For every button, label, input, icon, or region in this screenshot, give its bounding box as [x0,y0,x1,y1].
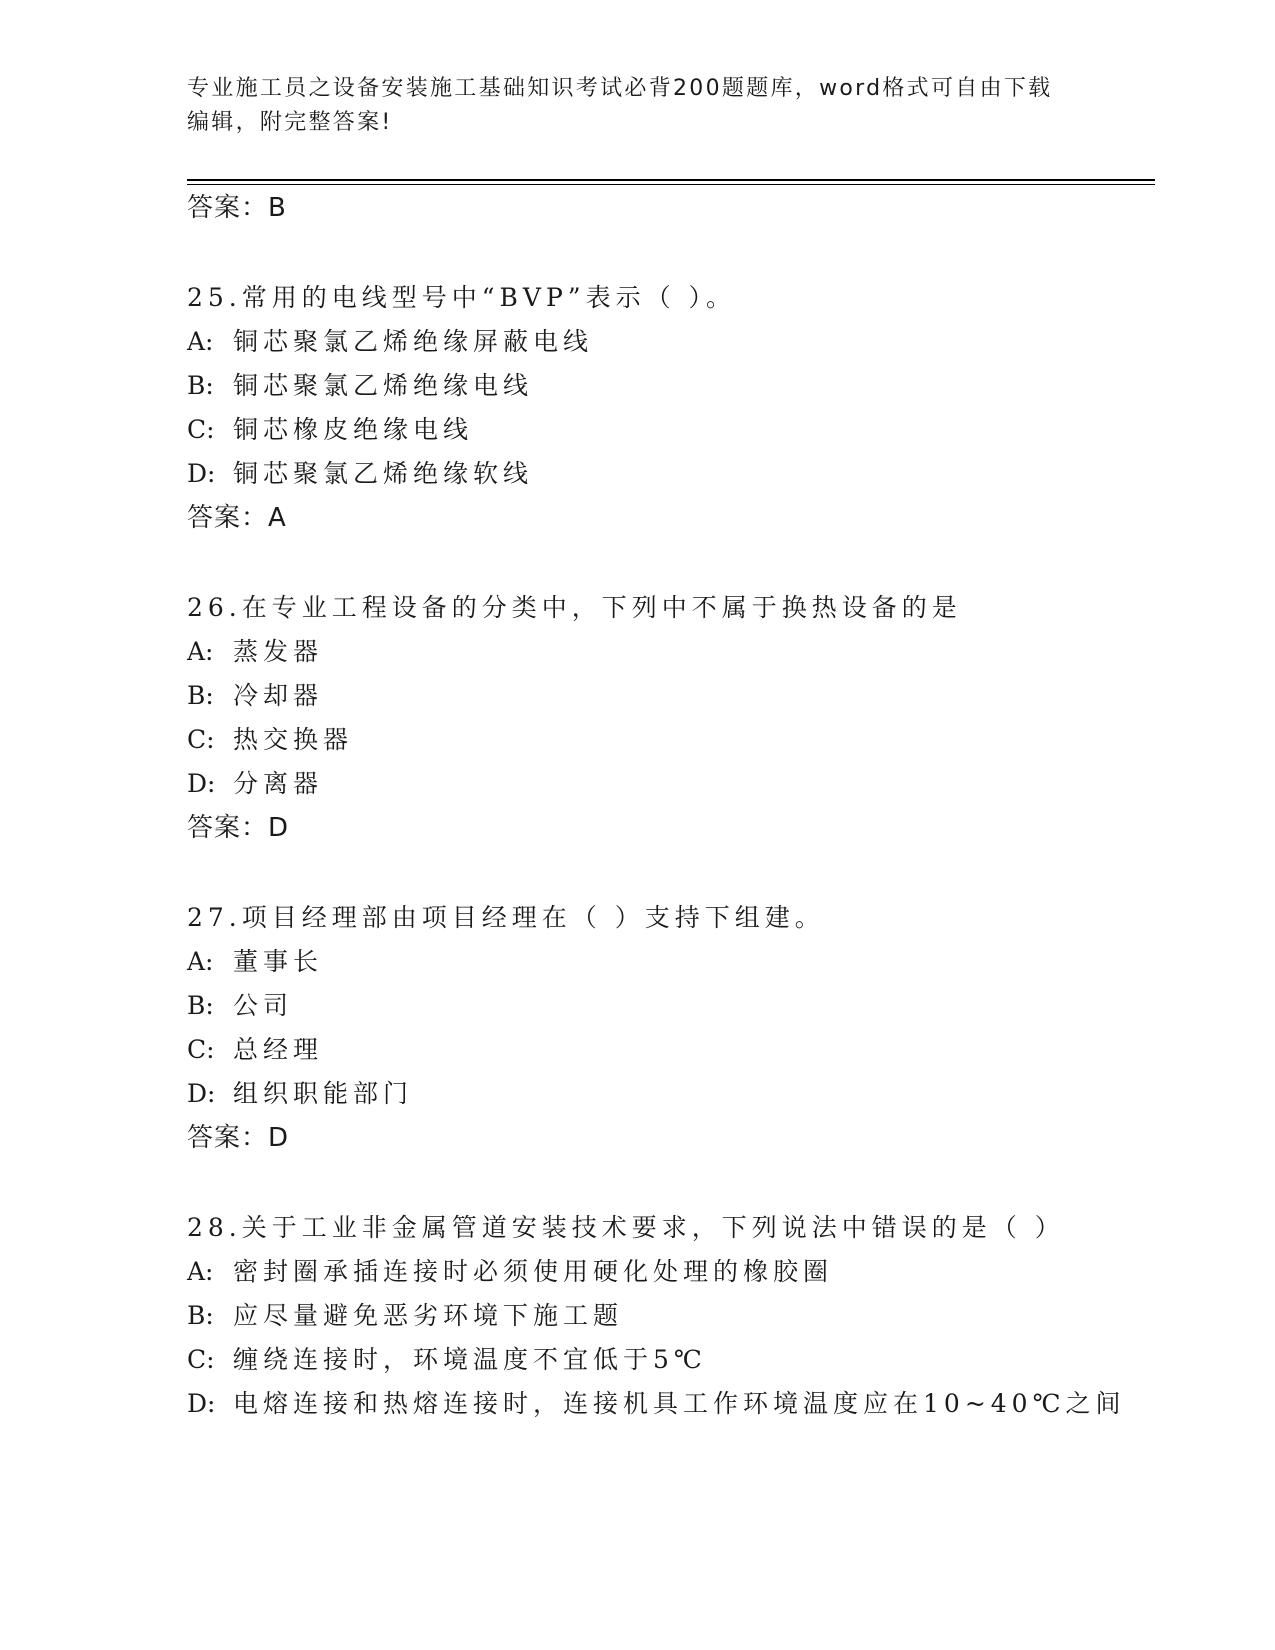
option-text: 应尽量避免恶劣环境下施工题 [233,1301,624,1330]
option-letter: A: [187,947,214,976]
option-letter: C: [187,725,215,754]
option-letter: B: [187,1301,214,1330]
option-line [187,1033,323,1067]
header-line-1: 专业施工员之设备安装施工基础知识考试必背200题题库，word格式可自由下载 [187,76,1053,101]
answer-line: 答案：A [187,503,287,533]
option-line [187,369,533,403]
option-text: 铜芯聚氯乙烯绝缘屏蔽电线 [233,327,594,356]
answer-line: 答案：D [187,813,290,843]
option-line [187,635,323,669]
option-line [187,1343,707,1377]
option-letter: B: [187,681,214,710]
header-divider-thin [187,184,1155,185]
option-letter: A: [187,1257,214,1286]
option-text: 电熔连接和热熔连接时，连接机具工作环境温度应在10~40℃之间 [233,1389,1126,1418]
document-header [187,72,1087,140]
option-letter: D: [187,459,216,488]
option-text: 组织职能部门 [233,1079,414,1108]
option-letter: B: [187,371,214,400]
answer-line: 答案：D [187,1123,290,1153]
option-line [187,325,593,359]
option-line [187,989,293,1023]
option-text: 热交换器 [233,725,354,754]
option-text: 公司 [233,991,294,1020]
question-stem: 28.关于工业非金属管道安装技术要求，下列说法中错误的是（ ） [187,1213,1065,1242]
option-letter: D: [187,769,216,798]
option-text: 铜芯橡皮绝缘电线 [233,415,474,444]
option-text: 缠绕连接时，环境温度不宜低于5℃ [233,1345,707,1374]
option-letter: C: [187,1035,215,1064]
option-letter: D: [187,1079,216,1108]
question-stem: 25.常用的电线型号中“BVP”表示（ ）。 [187,283,737,312]
option-letter: A: [187,637,214,666]
answer-line: 答案：B [187,193,287,223]
option-line [187,1299,623,1333]
option-text: 密封圈承插连接时必须使用硬化处理的橡胶圈 [233,1257,834,1286]
option-line [187,945,323,979]
option-letter: B: [187,991,214,1020]
option-line [187,1387,1126,1421]
option-letter: A: [187,327,214,356]
option-line [187,767,323,801]
option-letter: D: [187,1389,216,1418]
option-text: 总经理 [233,1035,324,1064]
option-text: 董事长 [233,947,324,976]
option-text: 分离器 [233,769,324,798]
option-text: 铜芯聚氯乙烯绝缘电线 [233,371,534,400]
option-line [187,413,473,447]
option-line [187,457,533,491]
option-line [187,1255,833,1289]
question-stem: 26.在专业工程设备的分类中，下列中不属于换热设备的是 [187,593,962,622]
option-letter: C: [187,1345,215,1374]
option-text: 冷却器 [233,681,324,710]
option-line [187,1077,413,1111]
option-letter: C: [187,415,215,444]
option-text: 蒸发器 [233,637,324,666]
option-line [187,679,323,713]
header-divider-thick [187,179,1155,181]
option-text: 铜芯聚氯乙烯绝缘软线 [233,459,534,488]
header-line-2: 编辑，附完整答案! [187,110,393,135]
question-stem: 27.项目经理部由项目经理在（ ）支持下组建。 [187,903,825,932]
option-line [187,723,353,757]
